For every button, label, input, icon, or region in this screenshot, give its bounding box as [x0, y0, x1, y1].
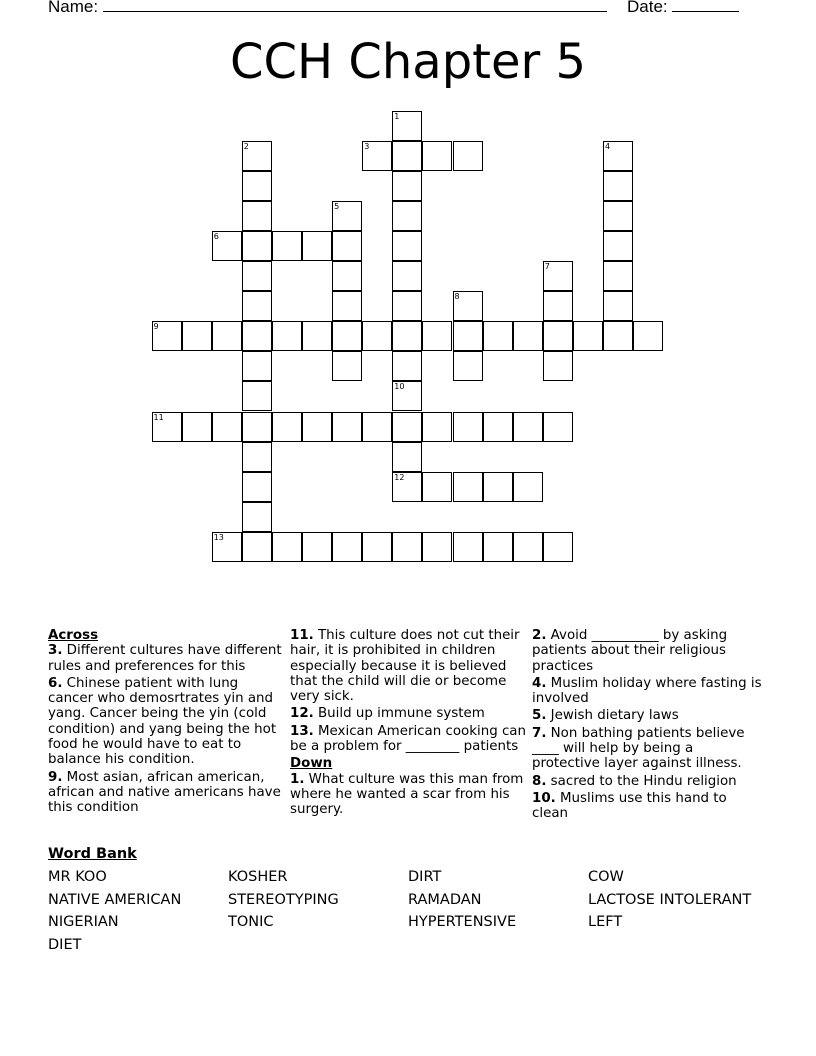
crossword-cell[interactable] — [392, 111, 422, 141]
crossword-cell[interactable] — [332, 532, 362, 562]
down-clue: 2. Avoid __________ by asking patients about their religious practices — [532, 628, 728, 674]
word-bank-item: LACTOSE INTOLERANT — [588, 891, 752, 908]
crossword-cell[interactable] — [392, 532, 422, 562]
word-bank-item: NATIVE AMERICAN — [48, 891, 182, 908]
clues-column-3 — [532, 628, 762, 824]
crossword-cell[interactable] — [633, 321, 663, 351]
crossword-cell[interactable] — [152, 321, 182, 351]
crossword-cell[interactable] — [603, 261, 633, 291]
crossword-cell[interactable] — [242, 412, 272, 442]
cell-number: 8 — [454, 292, 460, 302]
cell-number: 4 — [605, 141, 611, 151]
crossword-cell[interactable] — [272, 231, 302, 261]
crossword-cell[interactable] — [543, 532, 573, 562]
crossword-cell[interactable] — [543, 351, 573, 381]
crossword-cell[interactable] — [332, 321, 362, 351]
crossword-cell[interactable] — [422, 532, 452, 562]
across-clue: 3. Different cultures have different rules and preferences for this — [48, 643, 282, 674]
word-bank-item: LEFT — [588, 914, 623, 931]
across-clue: 11. This culture does not cut their hair, it is prohibited in children especially because it is believed that the child will die or become very sick. — [290, 628, 520, 705]
down-clue: 1. What culture was this man from where he wanted a scar from his surgery. — [290, 771, 524, 818]
cell-number: 9 — [153, 322, 159, 332]
word-bank-item: TONIC — [228, 914, 274, 931]
crossword-cell[interactable] — [152, 412, 182, 442]
crossword-cell[interactable] — [242, 171, 272, 201]
crossword-cell[interactable] — [483, 412, 513, 442]
crossword-cell[interactable] — [453, 412, 483, 442]
crossword-cell[interactable] — [603, 321, 633, 351]
crossword-cell[interactable] — [242, 321, 272, 351]
down-heading: Down — [290, 756, 333, 772]
cell-number: 1 — [394, 111, 400, 121]
crossword-cell[interactable] — [182, 412, 212, 442]
crossword-cell[interactable] — [483, 472, 513, 502]
crossword-cell[interactable] — [392, 381, 422, 411]
crossword-cell[interactable] — [543, 291, 573, 321]
word-bank-item: NIGERIAN — [48, 914, 119, 931]
crossword-cell[interactable] — [483, 321, 513, 351]
down-clue: 10. Muslims use this hand to clean — [532, 790, 727, 822]
crossword-cell[interactable] — [242, 201, 272, 231]
down-clue: 5. Jewish dietary laws — [532, 708, 679, 724]
name-label: Name: — [48, 0, 99, 16]
crossword-cell[interactable] — [603, 231, 633, 261]
crossword-cell[interactable] — [513, 412, 543, 442]
clues-column-2 — [290, 628, 526, 820]
crossword-cell[interactable] — [392, 291, 422, 321]
crossword-cell[interactable] — [392, 321, 422, 351]
crossword-cell[interactable] — [513, 321, 543, 351]
crossword-cell[interactable] — [392, 412, 422, 442]
crossword-cell[interactable] — [453, 472, 483, 502]
crossword-cell[interactable] — [242, 381, 272, 411]
cell-number: 13 — [213, 532, 224, 542]
crossword-cell[interactable] — [392, 171, 422, 201]
crossword-cell[interactable] — [422, 141, 452, 171]
down-clue: 7. Non bathing patients believe ____ will help by being a protective layer against illness. — [532, 725, 745, 772]
crossword-cell[interactable] — [603, 201, 633, 231]
crossword-cell[interactable] — [453, 351, 483, 381]
crossword-cell[interactable] — [332, 291, 362, 321]
crossword-cell[interactable] — [332, 412, 362, 442]
crossword-cell[interactable] — [242, 141, 272, 171]
page-title: CCH Chapter 5 — [229, 34, 587, 90]
word-bank-item: HYPERTENSIVE — [408, 914, 517, 931]
down-clue: 8. sacred to the Hindu religion — [532, 773, 737, 789]
cell-number: 5 — [334, 201, 340, 211]
crossword-cell[interactable] — [543, 321, 573, 351]
crossword-cell[interactable] — [392, 261, 422, 291]
crossword-cell[interactable] — [392, 141, 422, 171]
crossword-cell[interactable] — [182, 321, 212, 351]
cell-number: 6 — [213, 231, 219, 241]
across-clue: 13. Mexican American cooking can be a problem for ________ patients — [290, 723, 527, 755]
across-heading: Across — [48, 628, 99, 643]
crossword-cell[interactable] — [392, 201, 422, 231]
crossword-cell[interactable] — [332, 351, 362, 381]
word-bank-item: STEREOTYPING — [228, 891, 339, 908]
crossword-cell[interactable] — [453, 532, 483, 562]
cell-number: 11 — [153, 412, 164, 422]
crossword-cell[interactable] — [483, 532, 513, 562]
crossword-cell[interactable] — [242, 502, 272, 532]
crossword-cell[interactable] — [362, 532, 392, 562]
word-bank-item: RAMADAN — [408, 891, 482, 908]
crossword-cell[interactable] — [302, 231, 332, 261]
crossword-cell[interactable] — [392, 472, 422, 502]
word-bank-item: DIRT — [408, 869, 442, 885]
crossword-cell[interactable] — [453, 291, 483, 321]
word-bank-item: DIET — [48, 937, 82, 954]
crossword-cell[interactable] — [543, 261, 573, 291]
crossword-cell[interactable] — [392, 351, 422, 381]
down-clue: 4. Muslim holiday where fasting is involved — [532, 675, 762, 707]
cell-number: 2 — [243, 141, 249, 151]
crossword-cell[interactable] — [302, 321, 332, 351]
across-clue: 12. Build up immune system — [290, 706, 485, 722]
crossword-cell[interactable] — [242, 261, 272, 291]
crossword-cell[interactable] — [332, 231, 362, 261]
crossword-cell[interactable] — [242, 472, 272, 502]
crossword-cell[interactable] — [332, 201, 362, 231]
crossword-cell[interactable] — [242, 351, 272, 381]
crossword-cell[interactable] — [453, 321, 483, 351]
crossword-cell[interactable] — [392, 231, 422, 261]
word-bank-item: MR KOO — [48, 869, 107, 885]
word-bank-item: COW — [588, 869, 624, 885]
crossword-cell[interactable] — [212, 321, 242, 351]
crossword-cell[interactable] — [332, 261, 362, 291]
crossword-cell[interactable] — [422, 321, 452, 351]
cell-number: 3 — [364, 141, 370, 151]
crossword-cell[interactable] — [362, 412, 392, 442]
cell-number: 12 — [394, 472, 405, 482]
word-bank-title: Word Bank — [48, 846, 137, 862]
crossword-cell[interactable] — [543, 412, 573, 442]
crossword-cell[interactable] — [513, 472, 543, 502]
crossword-cell[interactable] — [453, 141, 483, 171]
crossword-cell[interactable] — [603, 291, 633, 321]
crossword-cell[interactable] — [513, 532, 543, 562]
across-clue: 9. Most asian, african american, african and native americans have this condition — [48, 769, 281, 816]
crossword-cell[interactable] — [242, 532, 272, 562]
word-bank-item: KOSHER — [228, 869, 288, 885]
crossword-cell[interactable] — [603, 171, 633, 201]
crossword-cell[interactable] — [212, 412, 242, 442]
crossword-cell[interactable] — [272, 532, 302, 562]
crossword-cell[interactable] — [212, 231, 242, 261]
crossword-cell[interactable] — [362, 141, 392, 171]
crossword-cell[interactable] — [392, 442, 422, 472]
across-clue: 6. Chinese patient with lung cancer who demosrtrates yin and yang. Cancer being the yin (cold condition) and yang being the hot food he would have to eat to balance his condition. — [48, 675, 277, 768]
date-label: Date: — [627, 0, 668, 16]
cell-number: 10 — [394, 382, 405, 392]
clues-column-1 — [48, 628, 284, 818]
crossword-cell[interactable] — [302, 532, 332, 562]
crossword-cell[interactable] — [272, 321, 302, 351]
crossword-cell[interactable] — [212, 532, 242, 562]
crossword-cell[interactable] — [422, 412, 452, 442]
crossword-cell[interactable] — [242, 231, 272, 261]
crossword-cell[interactable] — [242, 442, 272, 472]
crossword-cell[interactable] — [603, 141, 633, 171]
crossword-cell[interactable] — [272, 412, 302, 442]
cell-number: 7 — [544, 262, 550, 271]
crossword-cell[interactable] — [573, 321, 603, 351]
crossword-cell[interactable] — [362, 321, 392, 351]
crossword-cell[interactable] — [302, 412, 332, 442]
crossword-cell[interactable] — [242, 291, 272, 321]
crossword-cell[interactable] — [422, 472, 452, 502]
